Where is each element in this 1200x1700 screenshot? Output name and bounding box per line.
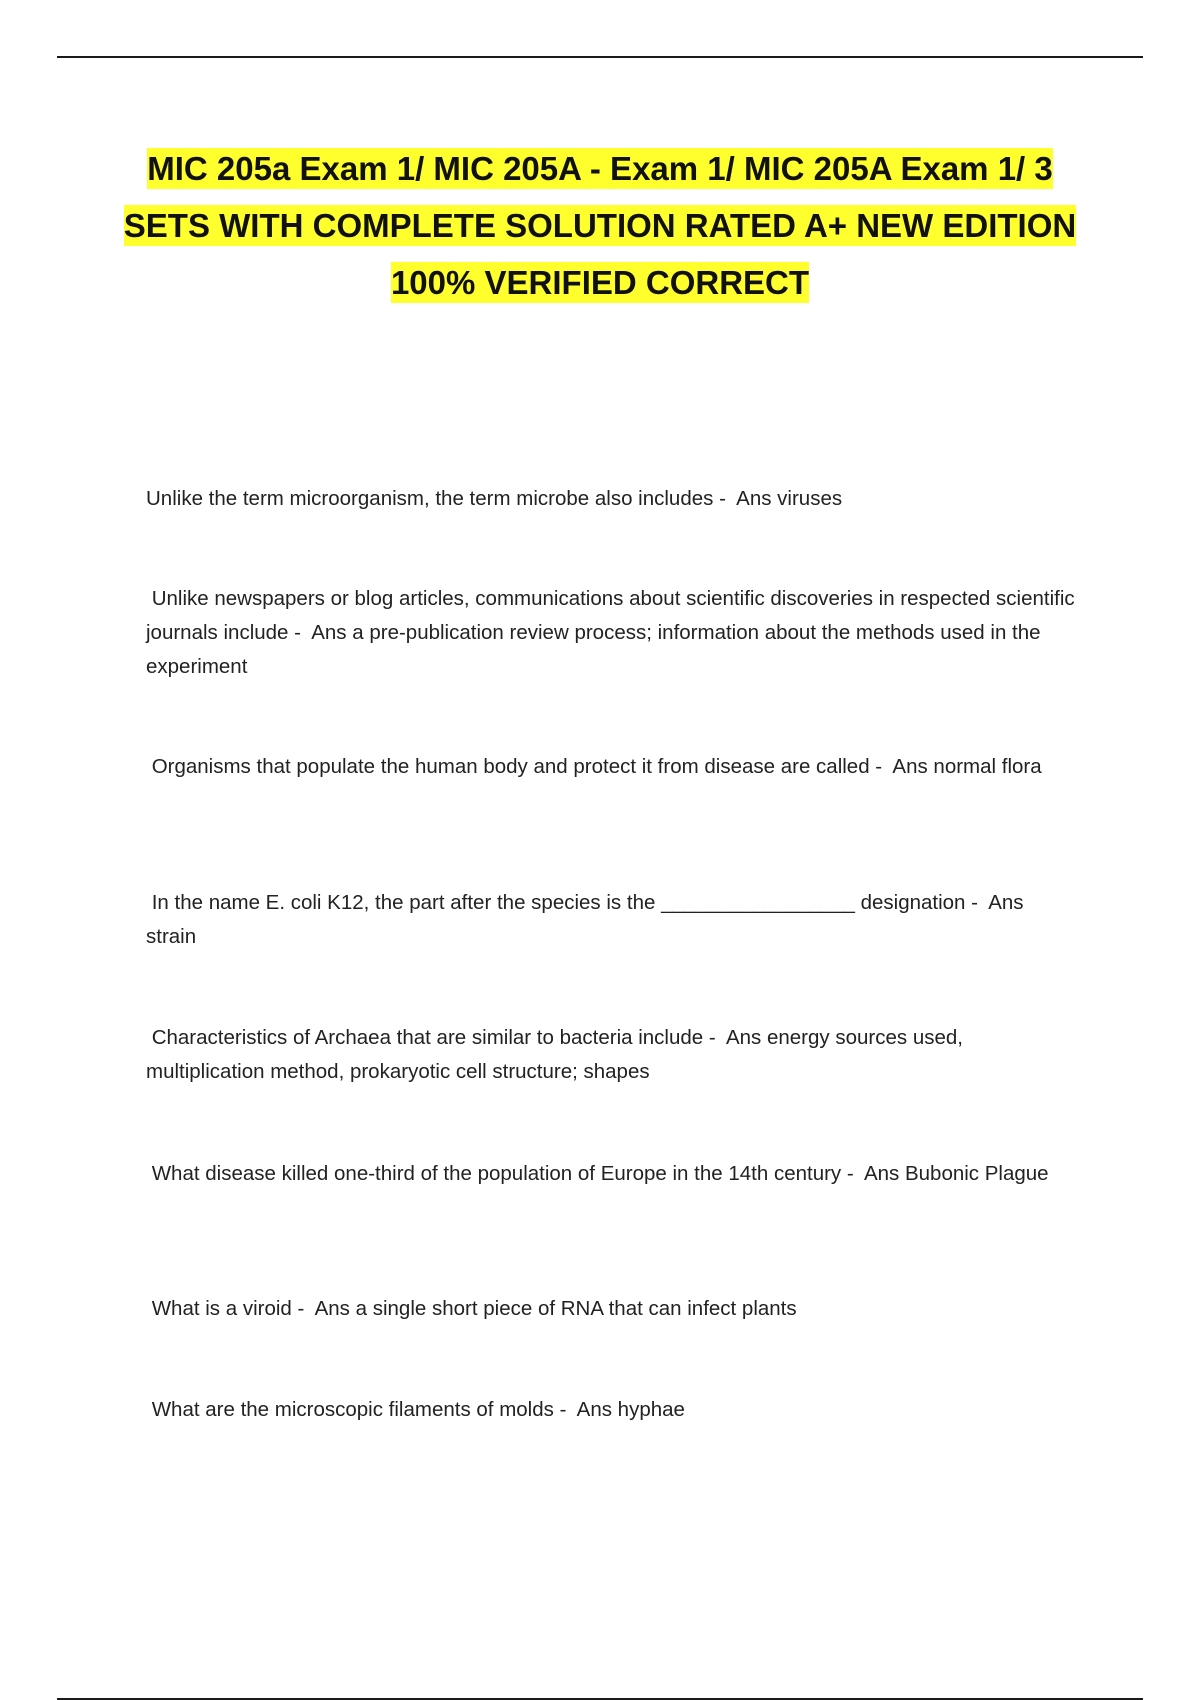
qa-item-text: Characteristics of Archaea that are similar to bacteria include - Ans energy sources used, multiplication method, prokaryotic cell structure; shapes	[146, 1026, 969, 1083]
qa-item-text: Unlike newspapers or blog articles, communications about scientific discoveries in respected scientific journals include - Ans a pre-publication review process; information about the methods used in the experiment	[146, 587, 1081, 678]
qa-item-5	[146, 1021, 1076, 1089]
qa-item-text: What is a viroid - Ans a single short piece of RNA that can infect plants	[146, 1297, 797, 1320]
qa-item-text: Unlike the term microorganism, the term microbe also includes - Ans viruses	[146, 487, 843, 510]
qa-item-1	[146, 482, 1076, 516]
qa-item-text: Organisms that populate the human body and protect it from disease are called - Ans normal flora	[146, 755, 1042, 778]
qa-item-8	[146, 1393, 1076, 1427]
document-title-block	[100, 140, 1100, 311]
qa-item-6	[146, 1157, 1076, 1191]
qa-item-text: In the name E. coli K12, the part after the species is the _________________ designation - Ans strain	[146, 891, 1030, 948]
qa-item-4	[146, 886, 1076, 954]
qa-item-7	[146, 1292, 1076, 1326]
qa-item-3	[146, 750, 1076, 784]
qa-item-text: What disease killed one-third of the population of Europe in the 14th century - Ans Bubonic Plague	[146, 1162, 1049, 1185]
header-rule	[57, 56, 1143, 58]
qa-item-2	[146, 582, 1081, 684]
qa-item-text: What are the microscopic filaments of molds - Ans hyphae	[146, 1398, 685, 1421]
document-title: MIC 205a Exam 1/ MIC 205A - Exam 1/ MIC 205A Exam 1/ 3 SETS WITH COMPLETE SOLUTION RATED A+ NEW EDITION 100% VERIFIED CORRECT	[123, 150, 1077, 301]
